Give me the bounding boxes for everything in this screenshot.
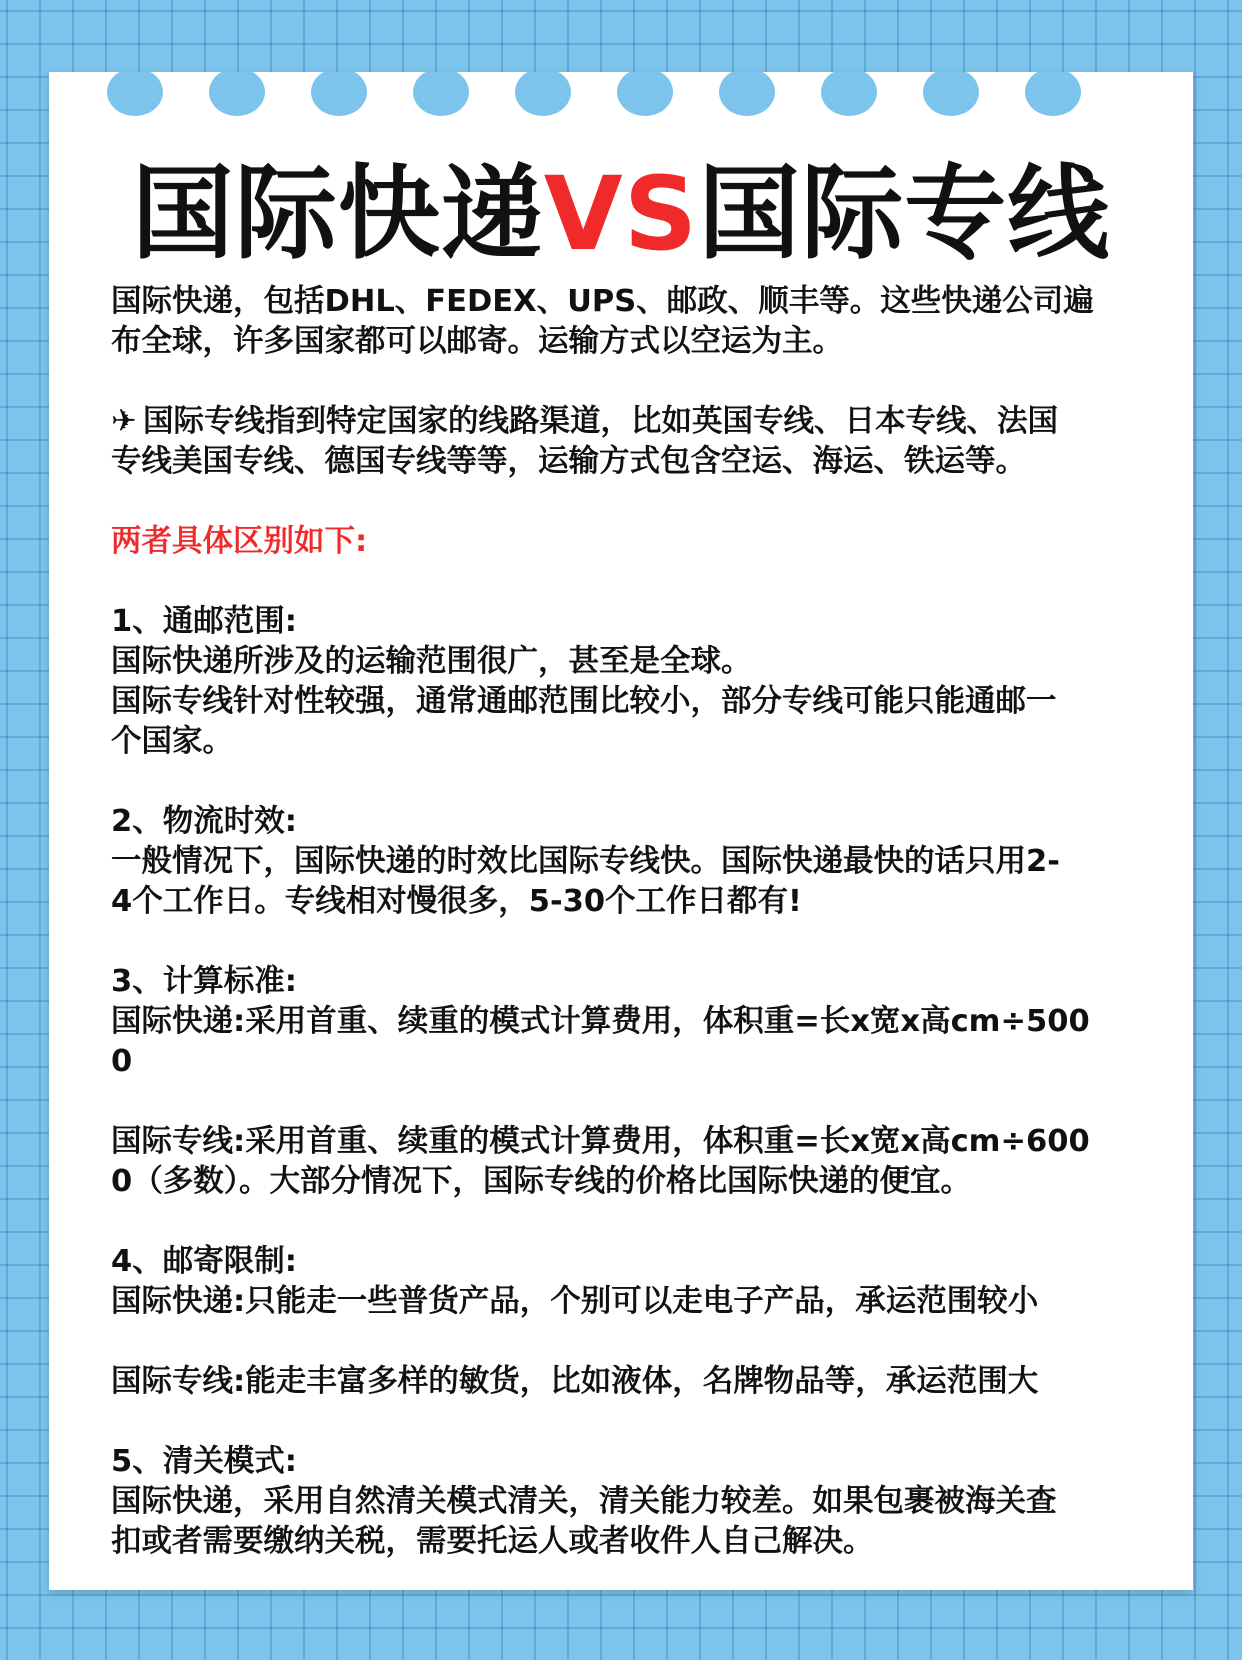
section-line: 0（多数）。大部分情况下，国际专线的价格比国际快递的便宜。: [111, 1164, 971, 1199]
binder-hole: [923, 72, 979, 116]
section-line: 个国家。: [111, 724, 233, 759]
section-line: 一般情况下，国际快递的时效比国际专线快。国际快递最快的话只用2-: [111, 844, 1060, 879]
section-line: 国际快递，采用自然清关模式清关，清关能力较差。如果包裹被海关查: [111, 1484, 1057, 1519]
intro-special-line: 专线美国专线、德国专线等等，运输方式包含空运、海运、铁运等。: [111, 444, 1026, 479]
intro-express-line: 国际快递，包括DHL、FEDEX、UPS、邮政、顺丰等。这些快递公司遍: [111, 284, 1094, 319]
section-line: 国际快递:只能走一些普货产品，个别可以走电子产品，承运范围较小: [111, 1284, 1039, 1319]
binder-hole: [107, 72, 163, 116]
title-vs: VS: [543, 155, 699, 274]
section-heading-customs: 5、清关模式:: [111, 1444, 297, 1479]
binder-hole: [413, 72, 469, 116]
binder-hole: [821, 72, 877, 116]
binder-hole: [617, 72, 673, 116]
binder-hole: [209, 72, 265, 116]
section-line: 0: [111, 1044, 133, 1079]
section-line: 国际专线:采用首重、续重的模式计算费用，体积重=长x宽x高cm÷600: [111, 1124, 1090, 1159]
section-line: 国际快递所涉及的运输范围很广，甚至是全球。: [111, 644, 752, 679]
binder-hole: [719, 72, 775, 116]
intro-special-line: ✈ 国际专线指到特定国家的线路渠道，比如英国专线、日本专线、法国: [111, 402, 1193, 442]
diff-heading: 两者具体区别如下:: [111, 524, 368, 559]
section-heading-pricing: 3、计算标准:: [111, 964, 297, 999]
binder-hole: [515, 72, 571, 116]
airplane-icon: ✈: [111, 404, 137, 439]
notebook-paper: [49, 72, 1193, 1590]
section-heading-scope: 1、通邮范围:: [111, 604, 297, 639]
page-title: [49, 140, 1193, 290]
binder-hole: [1025, 72, 1081, 116]
title-part-special: 国际专线: [698, 155, 1111, 274]
section-line: 国际专线针对性较强，通常通邮范围比较小，部分专线可能只能通邮一: [111, 684, 1057, 719]
section-line: 4个工作日。专线相对慢很多，5-30个工作日都有!: [111, 884, 802, 919]
section-heading-restrictions: 4、邮寄限制:: [111, 1244, 297, 1279]
section-line: 国际快递:采用首重、续重的模式计算费用，体积重=长x宽x高cm÷500: [111, 1004, 1090, 1039]
section-line: 国际专线:能走丰富多样的敏货，比如液体，名牌物品等，承运范围大: [111, 1364, 1039, 1399]
title-part-express: 国际快递: [131, 155, 544, 274]
binder-hole: [311, 72, 367, 116]
section-heading-timing: 2、物流时效:: [111, 804, 297, 839]
article-body: [111, 282, 1193, 1562]
section-line: 扣或者需要缴纳关税，需要托运人或者收件人自己解决。: [111, 1524, 874, 1559]
intro-express-line: 布全球，许多国家都可以邮寄。运输方式以空运为主。: [111, 324, 843, 359]
